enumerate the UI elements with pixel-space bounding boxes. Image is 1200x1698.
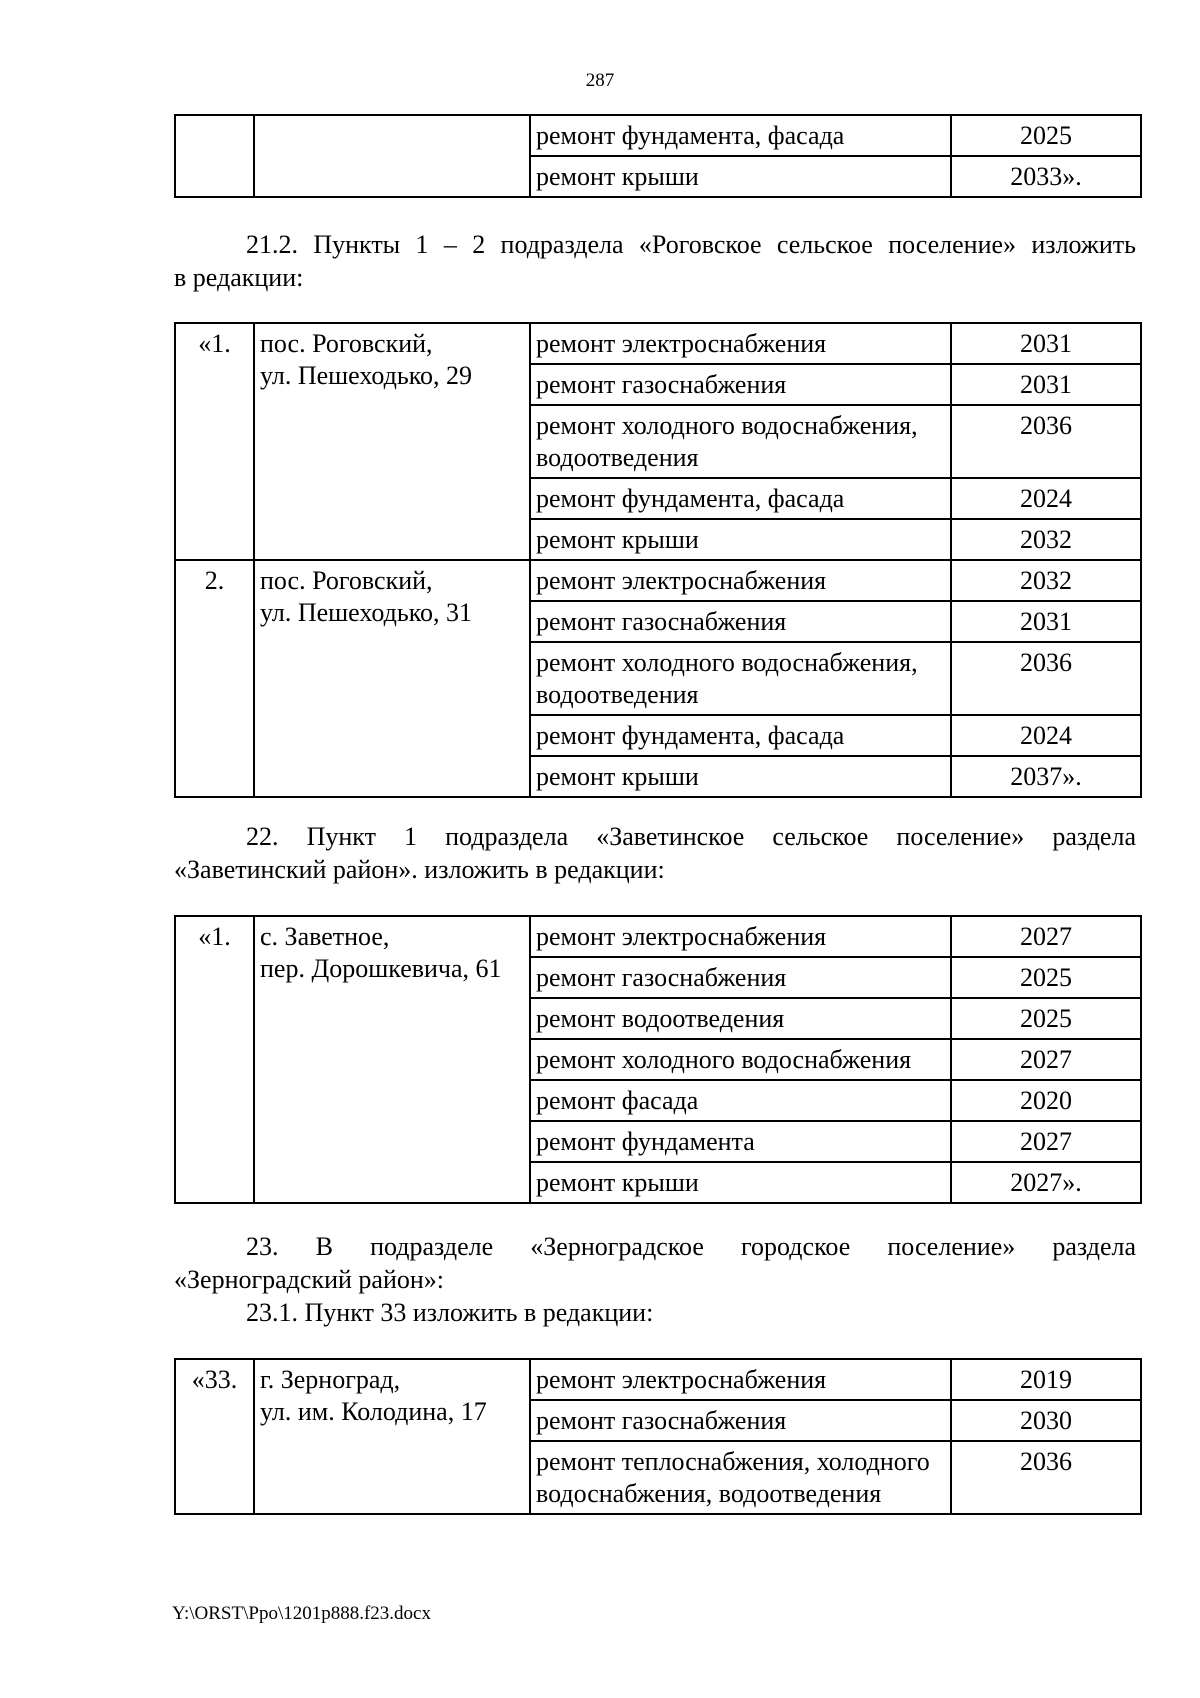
table-row	[175, 323, 1141, 364]
paragraph-line: в редакции:	[174, 263, 304, 292]
year-cell: 2036	[951, 1441, 1141, 1514]
year-cell: 2036	[951, 405, 1141, 478]
work-type-cell: ремонт крыши	[530, 1162, 951, 1203]
item-number-cell: «33.	[175, 1359, 254, 1514]
year-cell: 2031	[951, 364, 1141, 405]
work-type-cell: ремонт крыши	[530, 156, 951, 197]
item-number-cell: «1.	[175, 916, 254, 1203]
schedule-table-zernogradskoe	[174, 1358, 1142, 1515]
work-type-cell: ремонт электроснабжения	[530, 916, 951, 957]
work-type-cell: ремонт газоснабжения	[530, 957, 951, 998]
year-cell: 2020	[951, 1080, 1141, 1121]
work-type-cell: ремонт газоснабжения	[530, 364, 951, 405]
address-cell	[254, 115, 530, 197]
paragraph-line: «Заветинский район». изложить в редакции:	[174, 855, 665, 884]
schedule-table-rogovskoe	[174, 322, 1142, 798]
year-cell: 2031	[951, 601, 1141, 642]
address-cell: пос. Роговский, ул. Пешеходько, 31	[254, 560, 530, 797]
paragraph-line: 23. В подразделе «Зерноградское городское поселение» раздела	[246, 1232, 1136, 1261]
address-cell: пос. Роговский, ул. Пешеходько, 29	[254, 323, 530, 560]
year-cell: 2024	[951, 478, 1141, 519]
address-cell: с. Заветное, пер. Дорошкевича, 61	[254, 916, 530, 1203]
item-number-cell	[175, 115, 254, 197]
paragraph-line: 21.2. Пункты 1 – 2 подраздела «Роговское сельское поселение» изложить	[246, 230, 1136, 259]
year-cell: 2024	[951, 715, 1141, 756]
year-cell: 2027	[951, 916, 1141, 957]
paragraph-line: «Зерноградский район»:	[174, 1265, 445, 1294]
page-number: 287	[585, 70, 615, 91]
year-cell: 2025	[951, 998, 1141, 1039]
year-cell: 2032	[951, 560, 1141, 601]
work-type-cell: ремонт фундамента, фасада	[530, 478, 951, 519]
work-type-cell: ремонт водоотведения	[530, 998, 951, 1039]
work-type-cell: ремонт фундамента	[530, 1121, 951, 1162]
year-cell: 2032	[951, 519, 1141, 560]
work-type-cell: ремонт теплоснабжения, холодного водоснабжения, водоотведения	[530, 1441, 951, 1514]
work-type-cell: ремонт электроснабжения	[530, 560, 951, 601]
work-type-cell: ремонт электроснабжения	[530, 1359, 951, 1400]
work-type-cell: ремонт холодного водоснабжения, водоотведения	[530, 405, 951, 478]
work-type-cell: ремонт холодного водоснабжения, водоотведения	[530, 642, 951, 715]
schedule-table-zavetinskoe	[174, 915, 1142, 1204]
paragraph-23	[174, 1230, 1136, 1329]
work-type-cell: ремонт холодного водоснабжения	[530, 1039, 951, 1080]
year-cell: 2027	[951, 1039, 1141, 1080]
item-number-cell: 2.	[175, 560, 254, 797]
work-type-cell: ремонт газоснабжения	[530, 601, 951, 642]
work-type-cell: ремонт крыши	[530, 756, 951, 797]
footer-file-path: Y:\ORST\Ppo\1201p888.f23.docx	[172, 1603, 431, 1624]
schedule-table-continuation	[174, 114, 1142, 198]
table-row	[175, 916, 1141, 957]
address-cell: г. Зерноград, ул. им. Колодина, 17	[254, 1359, 530, 1514]
year-cell: 2027».	[951, 1162, 1141, 1203]
year-cell: 2031	[951, 323, 1141, 364]
year-cell: 2030	[951, 1400, 1141, 1441]
table-row	[175, 560, 1141, 601]
work-type-cell: ремонт фундамента, фасада	[530, 115, 951, 156]
work-type-cell: ремонт фундамента, фасада	[530, 715, 951, 756]
year-cell: 2036	[951, 642, 1141, 715]
paragraph-line: 23.1. Пункт 33 изложить в редакции:	[246, 1298, 654, 1327]
table-row	[175, 1359, 1141, 1400]
work-type-cell: ремонт газоснабжения	[530, 1400, 951, 1441]
year-cell: 2033».	[951, 156, 1141, 197]
table-row	[175, 115, 1141, 156]
paragraph-22	[174, 820, 1136, 886]
work-type-cell: ремонт фасада	[530, 1080, 951, 1121]
year-cell: 2019	[951, 1359, 1141, 1400]
paragraph-line: 22. Пункт 1 подраздела «Заветинское сельское поселение» раздела	[246, 822, 1136, 851]
year-cell: 2027	[951, 1121, 1141, 1162]
work-type-cell: ремонт крыши	[530, 519, 951, 560]
year-cell: 2037».	[951, 756, 1141, 797]
year-cell: 2025	[951, 115, 1141, 156]
item-number-cell: «1.	[175, 323, 254, 560]
work-type-cell: ремонт электроснабжения	[530, 323, 951, 364]
year-cell: 2025	[951, 957, 1141, 998]
paragraph-21-2	[174, 228, 1136, 294]
